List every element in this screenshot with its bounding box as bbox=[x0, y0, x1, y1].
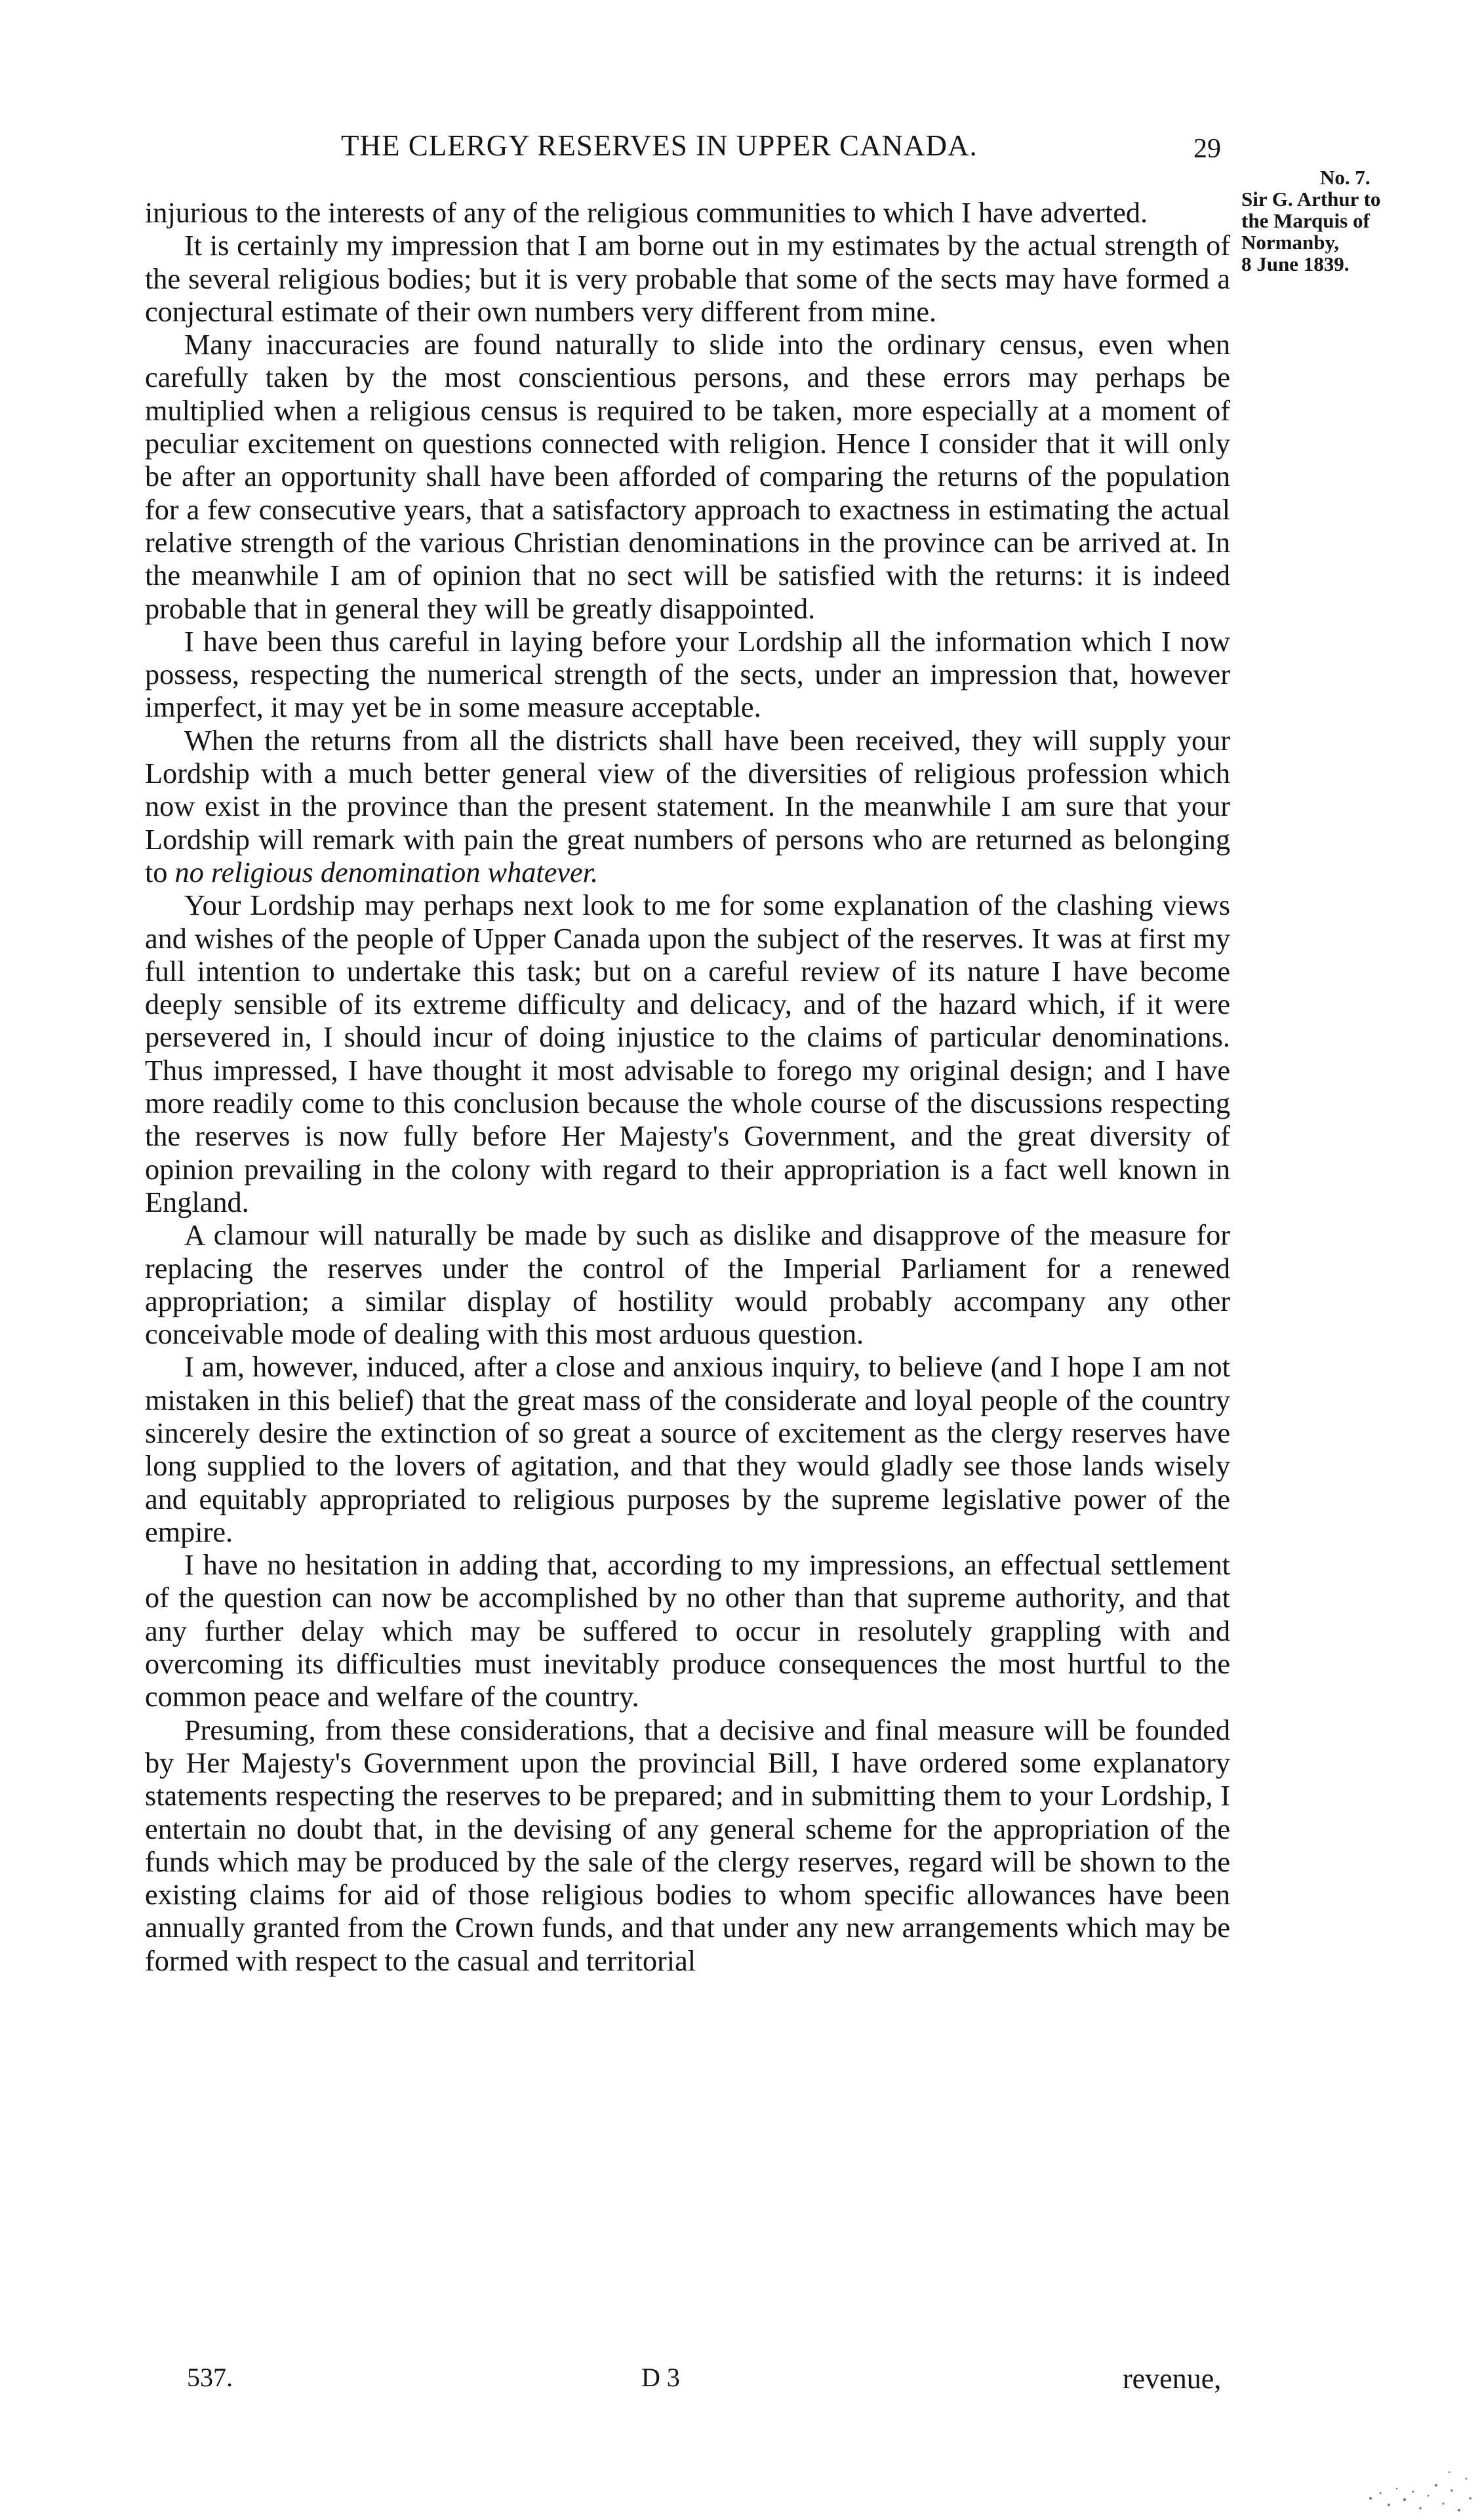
paragraph: A clamour will naturally be made by such as dislike and disapprove of the measure for replacing the reserves under the control of the Imperial Parliament for a renewed appropriation; a similar display of hostility would probably accompany any other conceivable mode of dealing with this most arduous question. bbox=[145, 1219, 1230, 1351]
paragraph-text: When the returns from all the districts shall have been received, they will supply your Lordship with a much better general view of the diversities of religious profession which now exist in the province than the present statement. In the meanwhile I am sure that your Lordship will remark with pain the great numbers of persons who are returned as belonging to bbox=[145, 724, 1230, 889]
margin-note-line: Normanby, bbox=[1241, 231, 1339, 254]
paragraph: I have been thus careful in laying before your Lordship all the information which I now possess, respecting the numerical strength of the sects, under an impression that, however imperfect, it may yet be in some measure acceptable. bbox=[145, 625, 1230, 724]
document-number: No. 7. bbox=[1320, 166, 1371, 189]
paragraph: Your Lordship may perhaps next look to me for some explanation of the clashing views and wishes of the people of Upper Canada upon the subject of the reserves. It was at first my full intention to undertake this task; but on a careful review of its nature I have become deeply sensible of its extreme difficulty and delicacy, and of the hazard which, if it were persevered in, I should incur of doing injustice to the claims of particular denominations. Thus impressed, I have thought it most advisable to forego my original design; and I have more readily come to this conclusion because the whole course of the discussions respecting the reserves is now fully before Her Majesty's Government, and the great diversity of opinion prevailing in the colony with regard to their appropriation is a fact well known in England. bbox=[145, 889, 1230, 1218]
margin-note-line: 8 June 1839. bbox=[1241, 252, 1350, 275]
margin-note-line: the Marquis of bbox=[1241, 209, 1370, 232]
paragraph: injurious to the interests of any of the religious communities to which I have adverted. bbox=[145, 197, 1148, 229]
margin-note-line: Sir G. Arthur to bbox=[1241, 188, 1381, 210]
paragraph: Many inaccuracies are found naturally to slide into the ordinary census, even when carefully taken by the most conscientious persons, and these errors may perhaps be multiplied when a religious census is required to be taken, more especially at a moment of peculiar excitement on questions connected with religion. Hence I consider that it will only be after an opportunity shall have been afforded of comparing the returns of the population for a few consecutive years, that a satisfactory approach to exactness in estimating the actual relative strength of the various Christian denominations in the province can be arrived at. In the meanwhile I am of opinion that no sect will be satisfied with the returns: it is indeed probable that in general they will be greatly disappointed. bbox=[145, 329, 1230, 625]
print-number: 537. bbox=[187, 2363, 233, 2392]
signature-mark: D 3 bbox=[641, 2363, 680, 2392]
page-number: 29 bbox=[1193, 134, 1221, 164]
margin-note bbox=[1241, 167, 1438, 275]
running-title: THE CLERGY RESERVES IN UPPER CANADA. bbox=[341, 129, 978, 162]
italic-phrase: no religious denomination whatever. bbox=[174, 856, 599, 889]
scan-speckles bbox=[1357, 2452, 1475, 2518]
paragraph bbox=[145, 725, 1230, 889]
paragraph: I am, however, induced, after a close and anxious inquiry, to believe (and I hope I am not mistaken in this belief) that the great mass of the considerate and loyal people of the country sincerely desire the extinction of so great a source of excitement as the clergy reserves have long supplied to the lovers of agitation, and that they would gladly see those lands wisely and equitably appropriated to religious purposes by the supreme legislative power of the empire. bbox=[145, 1351, 1230, 1548]
letter-body bbox=[145, 197, 1230, 1978]
paragraph: I have no hesitation in adding that, according to my impressions, an effectual settlement of the question can now be accomplished by no other than that supreme authority, and that any further delay which may be suffered to occur in resolutely grappling with and overcoming its difficulties must inevitably produce consequences the most hurtful to the common peace and welfare of the country. bbox=[145, 1549, 1230, 1713]
paragraph: It is certainly my impression that I am borne out in my estimates by the actual strength of the several religious bodies; but it is very probable that some of the sects may have formed a conjectural estimate of their own numbers very different from mine. bbox=[145, 230, 1230, 328]
catchword: revenue, bbox=[1123, 2363, 1222, 2395]
paragraph: Presuming, from these considerations, that a decisive and final measure will be founded by Her Majesty's Government upon the provincial Bill, I have ordered some explanatory statements respecting the reserves to be prepared; and in submitting them to your Lordship, I entertain no doubt that, in the devising of any general scheme for the appropriation of the funds which may be produced by the sale of the clergy reserves, regard will be shown to the existing claims for aid of those religious bodies to whom specific allowances have been annually granted from the Crown funds, and that under any new arrangements which may be formed with respect to the casual and territorial bbox=[145, 1713, 1230, 1977]
